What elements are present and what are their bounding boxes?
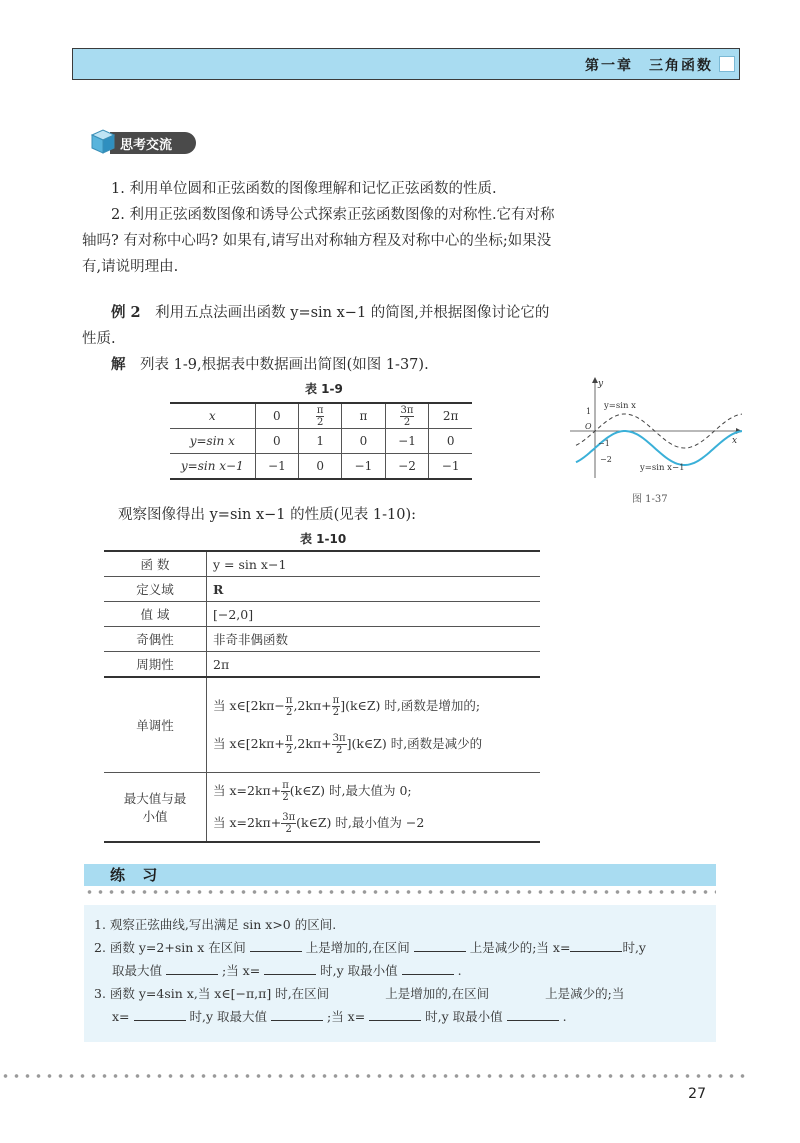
property-key: 定义域 xyxy=(104,577,207,602)
chapter-header xyxy=(72,48,740,80)
y-axis-label: y xyxy=(598,379,604,389)
monotonicity-value xyxy=(207,677,541,773)
table-cell: 1 xyxy=(299,429,342,454)
mono-2c: ](k∈Z) 时,函数是减少的 xyxy=(346,736,483,751)
think-questions xyxy=(82,176,562,280)
solution-label: 解 xyxy=(111,356,126,373)
table-cell: −1 xyxy=(429,454,472,480)
monotonicity-key: 单调性 xyxy=(104,677,207,773)
answer-blank[interactable] xyxy=(271,1008,323,1021)
property-value: 2π xyxy=(207,652,541,678)
solution-text: 列表 1-9,根据表中数据画出简图(如图 1-37). xyxy=(140,357,429,373)
fraction: $\frac{\pi}{2}$ xyxy=(285,695,293,718)
tick-label-1: 1 xyxy=(586,407,592,416)
example-label: 例 2 xyxy=(111,304,141,321)
badge-label: 思考交流 xyxy=(120,138,173,153)
table-1-9 xyxy=(170,402,472,480)
answer-blank[interactable] xyxy=(166,962,218,975)
ext-1a: 当 x=2kπ+ xyxy=(213,783,282,798)
table-cell: 0 xyxy=(255,403,299,429)
extremum-value xyxy=(207,773,541,843)
table-row xyxy=(104,773,540,843)
table-cell: x xyxy=(170,403,255,429)
fraction: $\frac{3\pi}{2}$ xyxy=(282,812,296,835)
practice-item-3-cont: x= 时,y 取最大值 ;当 x= 时,y 取最小值 . xyxy=(112,1009,567,1024)
table-1-10 xyxy=(104,550,540,843)
practice-title: 练 习 xyxy=(110,866,164,884)
property-value: y = sin x−1 xyxy=(207,551,541,577)
practice-dotted-divider xyxy=(84,889,716,895)
example-block xyxy=(82,300,562,378)
footer-dotted-divider xyxy=(0,1073,750,1079)
answer-blank[interactable] xyxy=(369,1008,421,1021)
table-cell: −1 xyxy=(385,429,429,454)
practice-header-bar xyxy=(84,864,716,886)
table-cell: 0 xyxy=(255,429,299,454)
page-number: 27 xyxy=(688,1086,706,1102)
figure-1-37 xyxy=(562,374,742,484)
extremum-key: 最大值与最小值 xyxy=(104,773,207,843)
extremum-max xyxy=(213,775,534,807)
observation-text: 观察图像得出 y=sin x−1 的性质(见表 1-10): xyxy=(118,507,417,523)
sin-minus-1-curve-label: y=sin x−1 xyxy=(640,463,685,473)
practice-item-1: 1. 观察正弦曲线,写出满足 sin x>0 的区间. xyxy=(94,917,337,932)
cube-icon xyxy=(88,126,118,156)
mono-1b: ,2kπ+ xyxy=(293,698,332,713)
table-row xyxy=(104,627,540,652)
extremum-min xyxy=(213,807,534,839)
property-key: 函 数 xyxy=(104,551,207,577)
table-cell: −1 xyxy=(255,454,299,480)
table-cell: $\frac{\pi}{2}$ xyxy=(299,403,342,429)
table-cell: π xyxy=(342,403,386,429)
fraction: $\frac{\pi}{2}$ xyxy=(332,695,340,718)
table-cell: −2 xyxy=(385,454,429,480)
property-value: 非奇非偶函数 xyxy=(207,627,541,652)
mono-1c: ](k∈Z) 时,函数是增加的; xyxy=(340,698,481,713)
property-key: 值 域 xyxy=(104,602,207,627)
property-value: [−2,0] xyxy=(207,602,541,627)
property-key: 奇偶性 xyxy=(104,627,207,652)
fraction: $\frac{3\pi}{2}$ xyxy=(332,733,346,756)
table-cell: 0 xyxy=(429,429,472,454)
header-corner-box xyxy=(719,56,735,72)
table-1-10-caption: 表 1-10 xyxy=(300,532,347,546)
answer-blank[interactable] xyxy=(250,939,302,952)
tick-label-minus-2: −2 xyxy=(600,455,612,464)
ext-2a: 当 x=2kπ+ xyxy=(213,815,282,830)
answer-blank[interactable] xyxy=(414,939,466,952)
property-value: R xyxy=(207,577,541,602)
fraction: $\frac{\pi}{2}$ xyxy=(282,780,289,803)
table-cell: $\frac{3\pi}{2}$ xyxy=(385,403,429,429)
table-row xyxy=(170,429,472,454)
mono-2b: ,2kπ+ xyxy=(293,736,332,751)
table-row xyxy=(104,577,540,602)
table-cell: y=sin x xyxy=(170,429,255,454)
ext-2b: (k∈Z) 时,最小值为 −2 xyxy=(296,815,425,830)
mono-2a: 当 x∈[2kπ+ xyxy=(213,736,285,751)
practice-item-2-cont: 取最大值 ;当 x= 时,y 取最小值 . xyxy=(112,963,462,978)
tick-label-minus-1: −1 xyxy=(598,439,610,448)
practice-box xyxy=(84,905,716,1042)
table-row xyxy=(104,652,540,678)
monotonicity-increasing xyxy=(213,687,534,725)
table-1-9-caption: 表 1-9 xyxy=(305,382,343,396)
think-question-2: 2. 利用正弦函数图像和诱导公式探索正弦函数图像的对称性.它有对称轴吗? 有对称中心吗? 如果有,请写出对称轴方程及对称中心的坐标;如果没有,请说明理由. xyxy=(82,207,555,275)
table-row xyxy=(170,403,472,429)
solution-line xyxy=(82,352,562,378)
property-key: 周期性 xyxy=(104,652,207,678)
table-cell: y=sin x−1 xyxy=(170,454,255,480)
figure-caption: 图 1-37 xyxy=(632,494,668,505)
table-cell: 2π xyxy=(429,403,472,429)
origin-label: O xyxy=(585,422,592,431)
practice-item-3: 3. 函数 y=4sin x,当 x∈[−π,π] 时,在区间 上是增加的,在区间 上是减少的;当 xyxy=(94,986,625,1001)
practice-item-2: 2. 函数 y=2+sin x 在区间 上是增加的,在区间 上是减少的;当 x= 时,y xyxy=(94,940,646,955)
fraction: $\frac{\pi}{2}$ xyxy=(285,733,293,756)
table-row xyxy=(104,551,540,577)
monotonicity-decreasing xyxy=(213,725,534,763)
example-statement xyxy=(82,300,562,352)
think-discuss-badge xyxy=(88,126,198,158)
table-row xyxy=(170,454,472,480)
answer-blank[interactable] xyxy=(402,962,454,975)
think-question-1: 1. 利用单位圆和正弦函数的图像理解和记忆正弦函数的性质. xyxy=(111,181,497,197)
table-cell: 0 xyxy=(342,429,386,454)
example-text: 利用五点法画出函数 y=sin x−1 的简图,并根据图像讨论它的性质. xyxy=(82,305,550,347)
answer-blank[interactable] xyxy=(134,1008,186,1021)
table-cell: −1 xyxy=(342,454,386,480)
chapter-title: 第一章 三角函数 xyxy=(585,58,713,74)
table-row xyxy=(104,602,540,627)
table-cell: 0 xyxy=(299,454,342,480)
answer-blank[interactable] xyxy=(507,1008,559,1021)
x-axis-label: x xyxy=(732,436,738,446)
answer-blank[interactable] xyxy=(264,962,316,975)
ext-1b: (k∈Z) 时,最大值为 0; xyxy=(289,783,412,798)
mono-1a: 当 x∈[2kπ− xyxy=(213,698,285,713)
answer-blank[interactable] xyxy=(570,939,622,952)
table-row xyxy=(104,677,540,773)
sin-curve-label: y=sin x xyxy=(604,401,636,411)
